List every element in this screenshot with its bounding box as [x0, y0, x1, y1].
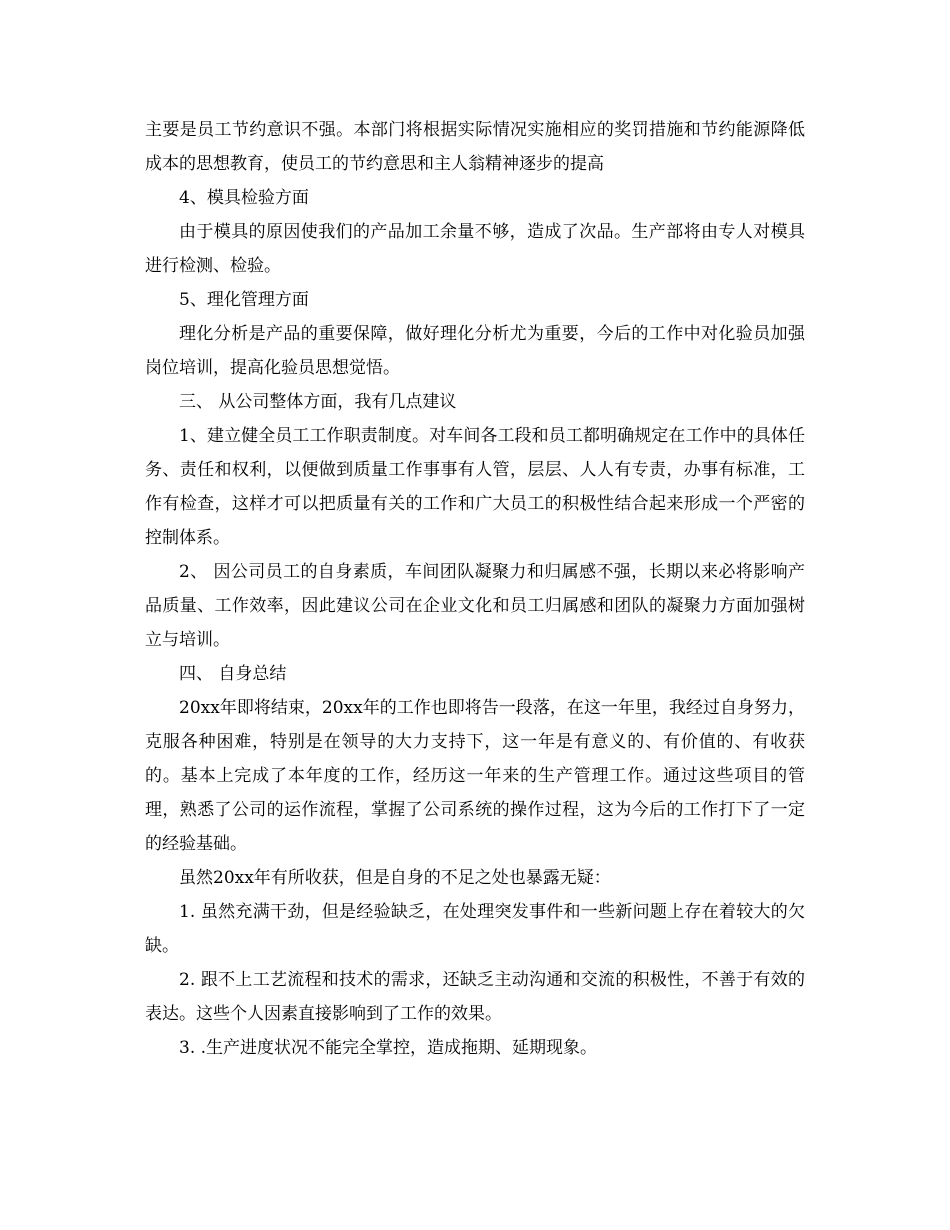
section-heading-mold-inspection: 4、模具检验方面	[179, 188, 309, 208]
paragraph-self-summary: 20xx年即将结束，20xx年的工作也即将告一段落，在这一年里，我经过自身努力，克服各种困难，特别是在领导的大力支持下，这一年是有意义的、有价值的、有收获的。基本上完成了本年度的工作，经历这一年来的生产管理工作。通过这些项目的管理，熟悉了公司的运作流程，掌握了公司系统的操作过程，这为今后的工作打下了一定的经验基础。	[145, 698, 805, 854]
section-heading-self-summary: 四、 自身总结	[179, 664, 287, 684]
paragraph-1: 主要是员工节约意识不强。本部门将根据实际情况实施相应的奖罚措施和节约能源降低成本的思想教育，使员工的节约意思和主人翁精神逐步的提高	[145, 120, 805, 174]
paragraph-suggestion-2: 2、 因公司员工的自身素质，车间团队凝聚力和归属感不强，长期以来必将影响产品质量、工作效率，因此建议公司在企业文化和员工归属感和团队的凝聚力方面加强树立与培训。	[145, 562, 805, 650]
section-heading-physchem-management: 5、理化管理方面	[179, 290, 309, 310]
paragraph-suggestion-1: 1、建立健全员工工作职责制度。对车间各工段和员工都明确规定在工作中的具体任务、责任和权利，以便做到质量工作事事有人管，层层、人人有专责，办事有标准，工作有检查，这样才可以把质量有关的工作和广大员工的积极性结合起来形成一个严密的控制体系。	[145, 426, 805, 548]
paragraph-shortcoming-3: 3. .生产进度状况不能完全掌控，造成拖期、延期现象。	[179, 1038, 598, 1058]
paragraph-shortcomings-intro: 虽然20xx年有所收获，但是自身的不足之处也暴露无疑：	[179, 868, 611, 888]
paragraph-shortcoming-1: 1. 虽然充满干劲，但是经验缺乏，在处理突发事件和一些新问题上存在着较大的欠缺。	[145, 902, 805, 956]
document-page	[145, 113, 805, 1065]
paragraph-shortcoming-2: 2. 跟不上工艺流程和技术的需求，还缺乏主动沟通和交流的积极性，不善于有效的表达。这些个人因素直接影响到了工作的效果。	[145, 970, 805, 1024]
paragraph-mold-inspection: 由于模具的原因使我们的产品加工余量不够，造成了次品。生产部将由专人对模具进行检测、检验。	[145, 222, 805, 276]
paragraph-physchem-management: 理化分析是产品的重要保障，做好理化分析尤为重要，今后的工作中对化验员加强岗位培训，提高化验员思想觉悟。	[145, 324, 805, 378]
section-heading-suggestions: 三、 从公司整体方面，我有几点建议	[179, 392, 457, 412]
